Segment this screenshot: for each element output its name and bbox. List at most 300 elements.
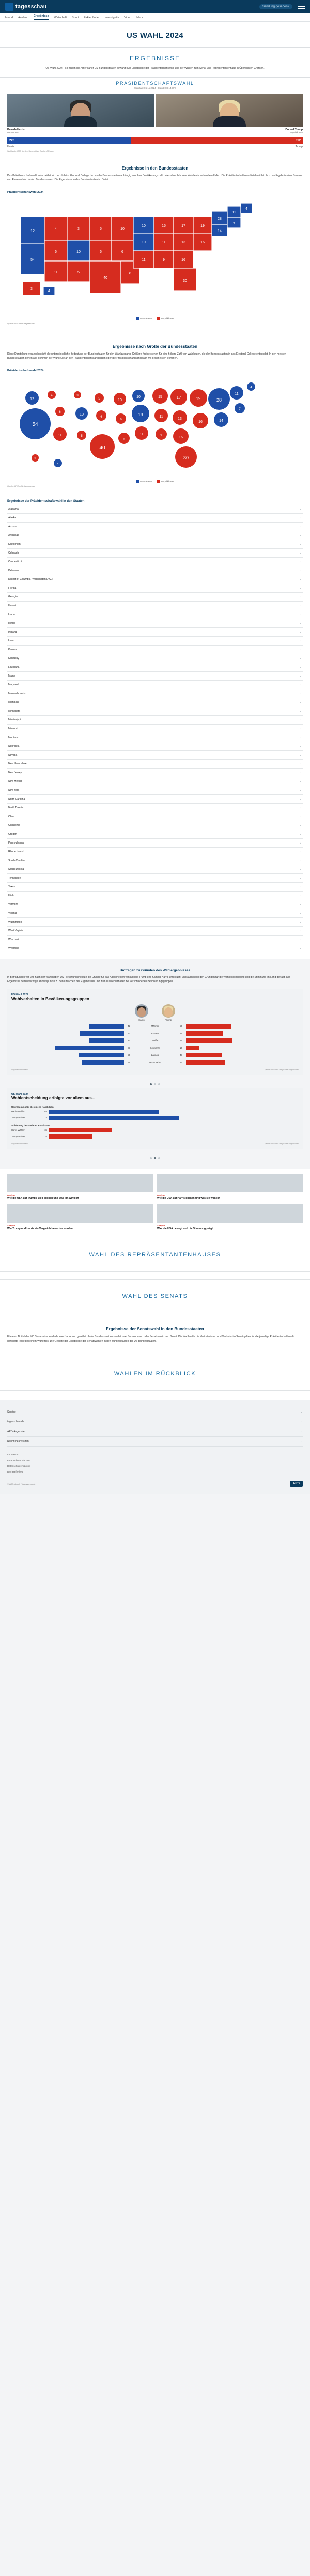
chart1-trump-bar [186, 1053, 299, 1057]
state-row[interactable] [7, 769, 303, 777]
chevron-down-icon[interactable]: ⌄ [299, 850, 302, 853]
map2-legend [7, 478, 303, 483]
footer-link[interactable]: Es errechnen Sie uns [7, 1459, 30, 1462]
chart2-carousel-dots[interactable] [7, 1154, 303, 1162]
state-name: Oregon [8, 832, 17, 836]
teaser-kicker: Analyse [157, 1224, 165, 1227]
chevron-down-icon[interactable]: ⌄ [299, 639, 302, 642]
chevron-down-icon[interactable]: ⌄ [299, 938, 302, 941]
svg-text:13: 13 [178, 417, 182, 421]
sendung-gesehen-pill[interactable]: Sendung gesehen? [259, 4, 292, 9]
candidate-cards [0, 94, 310, 134]
legend-item-republikaner-2: Republikaner [157, 480, 174, 483]
state-row[interactable] [7, 830, 303, 839]
chart1-category-label: Frauen [151, 1032, 159, 1035]
svg-text:12: 12 [30, 229, 35, 233]
chevron-down-icon[interactable]: ⌄ [299, 762, 302, 765]
teaser-kicker: Analyse [157, 1193, 165, 1197]
chevron-down-icon[interactable]: ⌄ [299, 841, 302, 845]
svg-text:17: 17 [181, 224, 185, 228]
us-map-svg [7, 196, 303, 315]
chart1-trump-value: 56 [180, 1039, 182, 1042]
state-row[interactable] [7, 610, 303, 619]
chart1-trump-value: 43 [180, 1053, 182, 1056]
chart2-bar [49, 1110, 299, 1114]
candidate-name-harris: Kamala Harris [7, 128, 25, 131]
chevron-down-icon[interactable]: ⌄ [299, 648, 302, 651]
chevron-down-icon[interactable]: ⌄ [299, 709, 302, 713]
banner-house[interactable]: WAHL DES REPRÄSENTANTENHAUSES [0, 1238, 310, 1272]
chart1-harris-bar [11, 1038, 124, 1043]
svg-text:5: 5 [81, 434, 83, 438]
state-row[interactable] [7, 856, 303, 865]
chart1-trump-value: 45 [180, 1032, 182, 1035]
state-name: Pennsylvania [8, 841, 24, 845]
electoral-bar-harris: 226 [7, 137, 131, 144]
state-name: Wyoming [8, 946, 19, 950]
teaser-card[interactable] [7, 1204, 153, 1231]
map2-subtitle: Präsidentschaftswahl 2024 [7, 369, 44, 372]
chevron-down-icon[interactable]: ⌄ [299, 815, 302, 818]
svg-text:4: 4 [55, 227, 57, 231]
nav-item-wirtschaft[interactable]: Wirtschaft [54, 16, 67, 19]
svg-text:10: 10 [80, 412, 84, 417]
state-row[interactable] [7, 707, 303, 716]
chart1-label-harris: Harris [138, 1018, 145, 1021]
chevron-down-icon[interactable]: ⌄ [299, 674, 302, 678]
chevron-down-icon[interactable]: ⌄ [299, 595, 302, 599]
electoral-bar-trump: 312 [131, 137, 303, 144]
state-name: Alabama [8, 507, 19, 511]
state-row[interactable] [7, 742, 303, 751]
state-row[interactable] [7, 777, 303, 786]
state-name: New Hampshire [8, 762, 27, 765]
chart1-head-harris [135, 1004, 148, 1021]
svg-text:4: 4 [250, 386, 252, 389]
svg-text:54: 54 [30, 258, 35, 262]
chevron-down-icon[interactable]: ⌄ [299, 788, 302, 792]
candidate-photo-trump [156, 94, 303, 127]
state-row[interactable] [7, 927, 303, 936]
state-row[interactable] [7, 716, 303, 725]
state-row[interactable] [7, 839, 303, 848]
chevron-down-icon[interactable]: ⌄ [299, 507, 302, 511]
state-name: District of Columbia (Washington D.C.) [8, 577, 53, 581]
chevron-down-icon[interactable]: ⌄ [299, 876, 302, 880]
state-row[interactable] [7, 883, 303, 892]
state-name: New Mexico [8, 779, 23, 783]
state-row[interactable] [7, 918, 303, 927]
svg-text:3: 3 [76, 394, 79, 397]
state-name: Georgia [8, 595, 18, 599]
chevron-down-icon[interactable]: ⌄ [299, 656, 302, 660]
footer-links [7, 1447, 303, 1475]
chevron-down-icon[interactable]: ⌄ [299, 902, 302, 906]
svg-text:30: 30 [183, 279, 187, 283]
svg-text:30: 30 [183, 455, 189, 461]
chevron-down-icon[interactable]: ⌄ [299, 771, 302, 774]
footer-section-row[interactable] [7, 1427, 303, 1437]
map1-legend [7, 315, 303, 320]
chart1-source-right: Quelle: AP VoteCast | Grafik: tagesschau [265, 1068, 299, 1071]
state-row[interactable] [7, 725, 303, 733]
state-row[interactable] [7, 505, 303, 514]
chart2-title: Wahlentscheidung erfolgte vor allem aus... [11, 1095, 96, 1100]
chevron-down-icon[interactable]: ⌄ [299, 797, 302, 801]
state-row[interactable] [7, 672, 303, 681]
state-row[interactable] [7, 514, 303, 523]
svg-text:6: 6 [55, 250, 57, 254]
chevron-down-icon[interactable]: ⌄ [299, 920, 302, 924]
chevron-down-icon[interactable]: ⌄ [299, 692, 302, 695]
svg-text:5: 5 [98, 397, 100, 401]
chevron-down-icon[interactable]: ⌄ [299, 735, 302, 739]
state-name: Washington [8, 920, 22, 924]
state-row[interactable] [7, 646, 303, 654]
banner-senate[interactable]: WAHL DES SENATS [0, 1279, 310, 1313]
chevron-down-icon[interactable]: ⌄ [299, 867, 302, 871]
chart1-carousel-dots[interactable] [7, 1080, 303, 1088]
state-name: Minnesota [8, 709, 21, 713]
svg-text:6: 6 [100, 415, 102, 419]
chevron-down-icon[interactable]: ⌄ [299, 700, 302, 704]
state-name: Mississippi [8, 718, 21, 722]
chevron-down-icon[interactable]: ⌄ [299, 630, 302, 634]
chevron-down-icon[interactable]: ⌄ [299, 560, 302, 563]
candidate-name-trump: Donald Trump [285, 128, 303, 131]
footer-accordion [7, 1407, 303, 1447]
chart2-category-label: Harris-Wähler [11, 1129, 25, 1131]
state-name: Colorado [8, 551, 19, 555]
top-header-bar [0, 0, 310, 13]
chart2-bar-row [11, 1116, 299, 1120]
state-row[interactable] [7, 566, 303, 575]
state-name: Missouri [8, 727, 18, 730]
chart1-trump-value: 16 [180, 1046, 182, 1049]
footer-section-label: Service [7, 1410, 16, 1414]
teaser-image [7, 1204, 153, 1223]
chevron-down-icon[interactable]: ⌄ [299, 885, 302, 888]
teaser-image [7, 1174, 153, 1192]
chart2-value: 63 [44, 1110, 47, 1113]
state-row[interactable] [7, 909, 303, 918]
chevron-down-icon[interactable]: ⌄ [299, 612, 302, 616]
state-row[interactable] [7, 558, 303, 566]
state-row[interactable] [7, 619, 303, 628]
chart2-bar [49, 1134, 299, 1139]
state-name: Indiana [8, 630, 17, 634]
state-row[interactable] [7, 812, 303, 821]
state-row[interactable] [7, 944, 303, 953]
chevron-down-icon[interactable]: ⌄ [299, 779, 302, 783]
nav-item-sport[interactable]: Sport [72, 16, 79, 19]
results-intro: US-Wahl 2024 - So haben die Amerikaner US-Bundesstaaten gewählt: Die Ergebnisse der Präsidentschaftswahl und der Wahlen zum Senat und Repräsentantenhaus in Übersichten Grafiken. [45, 67, 265, 70]
teaser-card[interactable] [157, 1174, 303, 1200]
nav-item-investigativ[interactable]: Investigativ [104, 16, 119, 19]
chart1-trump-bar [186, 1038, 299, 1043]
chevron-down-icon[interactable]: ⌄ [299, 569, 302, 572]
chevron-down-icon[interactable]: ⌄ [299, 525, 302, 528]
svg-text:14: 14 [219, 419, 223, 423]
chart1-harris-bar [11, 1046, 124, 1050]
state-row[interactable] [7, 786, 303, 795]
chevron-down-icon[interactable]: ⌄ [299, 542, 302, 546]
chart2-bar-row [11, 1134, 299, 1139]
menu-icon[interactable] [298, 5, 305, 9]
chevron-down-icon[interactable]: ⌄ [299, 586, 302, 590]
state-row[interactable] [7, 584, 303, 593]
state-name: Wisconsin [8, 938, 20, 941]
svg-text:10: 10 [118, 398, 122, 402]
state-name: Connecticut [8, 560, 22, 563]
chart1-category-label: Weiße [151, 1039, 159, 1042]
us-choropleth-map[interactable] [7, 196, 303, 315]
chart1-bar-row [11, 1038, 299, 1044]
chart-card-decision-reason [7, 1088, 303, 1149]
size-block-text: Diese Darstellung veranschaulicht die unterschiedliche Bedeutung der Bundesstaaten für den Wahlausgang: Größere Kreise stehen für eine höhere Zahl von Wahlleuten, die der Bundesstaaten in das Electoral College entsendet. In den meisten Bundesstaaten gehen alle Stimmen der Wahlleute an den Präsidentschaftskandidaten oder die Präsidentschaftskandidatin mit den meisten Stimmen. [7, 352, 286, 360]
chart1-category-label: Männer [151, 1024, 159, 1028]
chart2-category-label: Harris-Wähler [11, 1110, 25, 1113]
state-name: Virginia [8, 911, 17, 915]
state-row[interactable] [7, 523, 303, 531]
state-row[interactable] [7, 531, 303, 540]
svg-text:8: 8 [129, 271, 131, 275]
svg-text:9: 9 [160, 434, 162, 437]
svg-text:11: 11 [58, 433, 62, 437]
state-row[interactable] [7, 637, 303, 646]
footer-section-label: Rundfunkanstalten [7, 1440, 29, 1443]
svg-text:4: 4 [245, 207, 247, 211]
electoral-footnote: Wahlleute (270 für den Sieg nötig). Quelle: AP/dpa [7, 149, 54, 152]
state-name: Montana [8, 735, 19, 739]
state-row[interactable] [7, 848, 303, 856]
state-name: Oklahoma [8, 823, 20, 827]
state-name: North Carolina [8, 797, 25, 801]
svg-text:4: 4 [51, 394, 53, 397]
state-row[interactable] [7, 540, 303, 549]
chart1-bar-row [11, 1052, 299, 1058]
chevron-down-icon[interactable]: ⌄ [299, 604, 302, 607]
svg-text:28: 28 [216, 397, 222, 403]
svg-text:40: 40 [103, 275, 107, 280]
logo-square-icon [5, 3, 13, 11]
state-row[interactable] [7, 549, 303, 558]
chart1-title: Wahlverhalten in Bevölkerungsgruppen [11, 996, 89, 1001]
state-name: Nevada [8, 753, 18, 757]
chevron-down-icon[interactable]: ⌄ [299, 858, 302, 862]
state-row[interactable] [7, 874, 303, 883]
svg-text:10: 10 [76, 250, 81, 254]
chart1-harris-value: 53 [128, 1032, 130, 1035]
nav-item-mehr[interactable]: Mehr [136, 16, 143, 19]
state-row[interactable] [7, 689, 303, 698]
state-row[interactable] [7, 865, 303, 874]
chevron-down-icon[interactable]: ⌄ [299, 718, 302, 722]
us-bubble-map[interactable] [7, 374, 303, 478]
size-block-title: Ergebnisse nach Größe der Bundesstaaten [112, 344, 198, 349]
banner-retrospective[interactable]: WAHLEN IM RÜCKBLICK [0, 1357, 310, 1391]
chevron-down-icon[interactable]: ⌄ [299, 683, 302, 686]
chevron-down-icon[interactable]: ⌄ [299, 665, 302, 669]
svg-text:11: 11 [142, 258, 146, 262]
electoral-bar [7, 137, 303, 144]
candidate-party-harris: Demokraten [7, 131, 19, 134]
svg-text:54: 54 [32, 421, 38, 427]
state-name: Iowa [8, 639, 14, 642]
chart1-trump-bar [186, 1060, 299, 1065]
results-heading: ERGEBNISSE [129, 55, 181, 62]
chevron-down-icon[interactable]: ⌄ [300, 1440, 303, 1443]
chart1-kicker: US-Wahl 2024 [11, 993, 28, 996]
chart1-harris-value: 42 [128, 1024, 130, 1028]
teaser-image [157, 1174, 303, 1192]
chart2-bars [11, 1103, 299, 1139]
svg-text:11: 11 [232, 210, 236, 214]
electoral-bar-wrap [0, 134, 310, 152]
state-row[interactable] [7, 804, 303, 812]
chevron-down-icon[interactable]: ⌄ [299, 744, 302, 748]
senate-block-title: Ergebnisse der Senatswahl in den Bundesstaaten [106, 1327, 204, 1331]
svg-text:8: 8 [123, 438, 125, 441]
state-row[interactable] [7, 760, 303, 769]
state-name: Alaska [8, 516, 17, 519]
state-row[interactable] [7, 575, 303, 584]
brand-main: tages [16, 4, 31, 10]
teaser-row-2 [0, 1200, 310, 1231]
footer-section-row[interactable] [7, 1437, 303, 1447]
state-row[interactable] [7, 663, 303, 672]
state-row[interactable] [7, 795, 303, 804]
chart1-candidate-heads [11, 1004, 299, 1023]
legend-item-demokraten-2: Demokraten [136, 480, 152, 483]
state-row[interactable] [7, 821, 303, 830]
chart1-bars [11, 1023, 299, 1065]
chevron-down-icon[interactable]: ⌄ [299, 727, 302, 730]
chart1-trump-value: 47 [180, 1061, 182, 1064]
state-name: Kentucky [8, 656, 19, 660]
state-name: New Jersey [8, 771, 22, 774]
state-name: Utah [8, 894, 14, 897]
chevron-down-icon[interactable]: ⌄ [299, 516, 302, 519]
chevron-down-icon[interactable]: ⌄ [299, 832, 302, 836]
state-name: Hawaii [8, 604, 17, 607]
chart1-harris-value: 51 [128, 1061, 130, 1064]
chart2-category-label: Trump-Wähler [11, 1135, 25, 1138]
chevron-down-icon[interactable]: ⌄ [299, 823, 302, 827]
chevron-down-icon[interactable]: ⌄ [299, 894, 302, 897]
page-title: US WAHL 2024 [126, 31, 184, 40]
svg-text:15: 15 [162, 224, 166, 228]
chevron-down-icon[interactable]: ⌄ [299, 533, 302, 537]
teaser-card[interactable] [157, 1204, 303, 1231]
footer [0, 1400, 310, 1494]
teaser-card[interactable] [7, 1174, 153, 1200]
state-name: Vermont [8, 902, 18, 906]
state-row[interactable] [7, 698, 303, 707]
chevron-down-icon[interactable]: ⌄ [299, 753, 302, 757]
chart1-trump-bar [186, 1024, 299, 1029]
svg-text:10: 10 [142, 224, 146, 228]
svg-text:9: 9 [163, 258, 165, 262]
svg-text:15: 15 [158, 395, 162, 399]
chevron-down-icon[interactable]: ⌄ [300, 1410, 303, 1414]
senate-block-text: Etwa ein Drittel der 100 Senatssitze wird alle zwei Jahre neu gewählt. Jeder Bundesstaat entsendet zwei Senatorinnen oder Senatoren in den Senat. Die Wahlen für die Vertreterinnen und Vertreter im Senat gelten für die jeweilige Präsidentschaftswahl geregelte Rolle bei einem Wahlkreis. Die Gebiete der Ergebnisse der Senatswahlen in den Bundesstaaten der US-Bundesstaaten. [7, 1335, 295, 1343]
teaser-row-1 [0, 1169, 310, 1200]
nav-item-ergebnisse[interactable]: Ergebnisse [34, 14, 49, 20]
svg-text:19: 19 [142, 240, 146, 244]
chevron-down-icon[interactable]: ⌄ [299, 621, 302, 625]
footer-section-row[interactable] [7, 1407, 303, 1417]
chart1-bar-row [11, 1045, 299, 1051]
chart2-group-title: Ablehnung des anderen Kandidaten [11, 1124, 51, 1127]
chevron-down-icon[interactable]: ⌄ [299, 577, 302, 581]
svg-text:19: 19 [200, 224, 205, 228]
teaser-title: Wie die USA auf Harris blicken und was sie wirklich [157, 1196, 221, 1200]
tagesschau-logo[interactable] [5, 3, 47, 11]
state-row[interactable] [7, 900, 303, 909]
bubble-map-svg [7, 374, 303, 478]
states-list [7, 505, 303, 953]
chart2-kicker: US-Wahl 2024 [11, 1092, 28, 1096]
state-name: Rhode Island [8, 850, 24, 853]
state-row[interactable] [7, 654, 303, 663]
footer-link[interactable]: Datenschutzerklärung [7, 1465, 30, 1467]
chevron-down-icon[interactable]: ⌄ [299, 911, 302, 915]
state-row[interactable] [7, 936, 303, 944]
footer-link[interactable]: Impressum [7, 1453, 19, 1456]
state-row[interactable] [7, 681, 303, 689]
chevron-down-icon[interactable]: ⌄ [299, 929, 302, 932]
svg-text:3: 3 [34, 457, 36, 461]
state-row[interactable] [7, 733, 303, 742]
footer-section-row[interactable] [7, 1417, 303, 1427]
state-row[interactable] [7, 751, 303, 760]
state-name: Florida [8, 586, 17, 590]
state-row[interactable] [7, 892, 303, 900]
state-name: Texas [8, 885, 16, 888]
chevron-down-icon[interactable]: ⌄ [299, 551, 302, 555]
svg-text:5: 5 [78, 270, 80, 274]
chevron-down-icon[interactable]: ⌄ [299, 806, 302, 809]
state-name: Arizona [8, 525, 17, 528]
svg-text:11: 11 [235, 392, 239, 396]
chart2-bar-row [11, 1110, 299, 1114]
state-row[interactable] [7, 628, 303, 637]
state-row[interactable] [7, 593, 303, 602]
chart2-value: 36 [44, 1129, 47, 1131]
chevron-down-icon[interactable]: ⌄ [300, 1420, 303, 1423]
nav-item-inland[interactable]: Inland [5, 16, 13, 19]
chart2-source-left: Angaben in Prozent [11, 1142, 28, 1145]
chart1-source-left: Angaben in Prozent [11, 1068, 28, 1071]
state-name: Maryland [8, 683, 19, 686]
svg-text:6: 6 [59, 410, 61, 414]
chevron-down-icon[interactable]: ⌄ [299, 946, 302, 950]
footer-link[interactable]: Barrierefreiheit [7, 1470, 23, 1473]
state-row[interactable] [7, 602, 303, 610]
svg-text:16: 16 [198, 420, 203, 424]
map1-subtitle: Präsidentschaftswahl 2024 [7, 190, 44, 194]
nav-item-video[interactable]: Video [124, 16, 132, 19]
electoral-label-trump: Trump [295, 145, 303, 148]
nav-item-faktenfinder[interactable]: Faktenfinder [84, 16, 100, 19]
svg-text:6: 6 [100, 250, 102, 254]
legend-item-republikaner: Republikaner [157, 317, 174, 320]
chart2-bar [49, 1116, 299, 1120]
nav-item-ausland[interactable]: Ausland [18, 16, 28, 19]
chart2-source-right: Quelle: AP VoteCast | Grafik: tagesschau [265, 1142, 299, 1145]
chevron-down-icon[interactable]: ⌄ [300, 1430, 303, 1433]
